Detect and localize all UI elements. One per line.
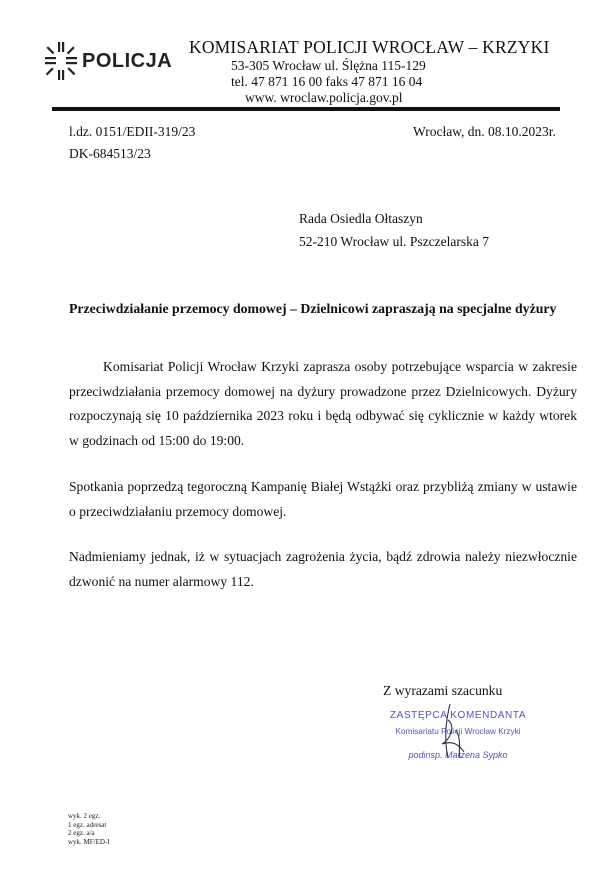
body-paragraph-3: Nadmieniamy jednak, iż w sytuacjach zagrożenia życia, bądź zdrowia należy niezwłocznie dzwonić na numer alarmowy 112.	[69, 549, 577, 589]
distribution-line: 2 egz. a/a	[68, 829, 95, 838]
body-paragraph-1: Komisariat Policji Wrocław Krzyki zaprasza osoby potrzebujące wsparcia w zakresie przeciwdziałania przemocy domowej na dyżury prowadzone przez Dzielnicowych. Dyżury rozpoczynają się 10 października 2023 roku i będą odbywać się cyklicznie w każdy wtorek w godzinach od 15:00 do 19:00.	[69, 359, 577, 448]
header-divider	[52, 107, 560, 111]
police-star-icon	[44, 40, 78, 82]
institution-title: KOMISARIAT POLICJI WROCŁAW – KRZYKI	[189, 37, 550, 57]
institution-phone: tel. 47 871 16 00 faks 47 871 16 04	[231, 74, 423, 89]
distribution-note	[68, 812, 110, 846]
handwritten-signature	[420, 700, 480, 762]
body-paragraph-2: Spotkania poprzedzą tegoroczną Kampanię Białej Wstążki oraz przybliżą zmiany w ustawie o przeciwdziałaniu przemocy domowej.	[69, 479, 577, 519]
recipient-name: Rada Osiedla Ołtaszyn	[299, 211, 423, 226]
logo-text: POLICJA	[82, 50, 173, 72]
closing-phrase: Z wyrazami szacunku	[383, 683, 503, 698]
stamp-title: ZASTĘPCA KOMENDANTA	[389, 710, 527, 721]
reference-dk: DK-684513/23	[69, 146, 151, 161]
stamp-unit: Komisariatu Policji Wrocław Krzyki	[395, 727, 521, 736]
distribution-line: 1 egz. adresat	[68, 820, 107, 829]
police-logo	[44, 40, 184, 82]
stamp-signatory: podinsp. Marzena Sypko	[408, 750, 508, 760]
letter-subject: Przeciwdziałanie przemocy domowej – Dzielnicowi zapraszają na specjalne dyżury	[69, 301, 557, 316]
recipient-address: 52-210 Wrocław ul. Pszczelarska 7	[299, 234, 490, 249]
place-date: Wrocław, dn. 08.10.2023r.	[413, 124, 556, 139]
institution-address: 53-305 Wrocław ul. Ślężna 115-129	[231, 58, 426, 73]
distribution-line: wyk. MF/ED-I	[68, 837, 110, 846]
reference-ldz: l.dz. 0151/EDII-319/23	[69, 124, 196, 139]
distribution-line: wyk. 2 egz.	[68, 812, 101, 820]
institution-website: www. wroclaw.policja.gov.pl	[245, 90, 403, 105]
